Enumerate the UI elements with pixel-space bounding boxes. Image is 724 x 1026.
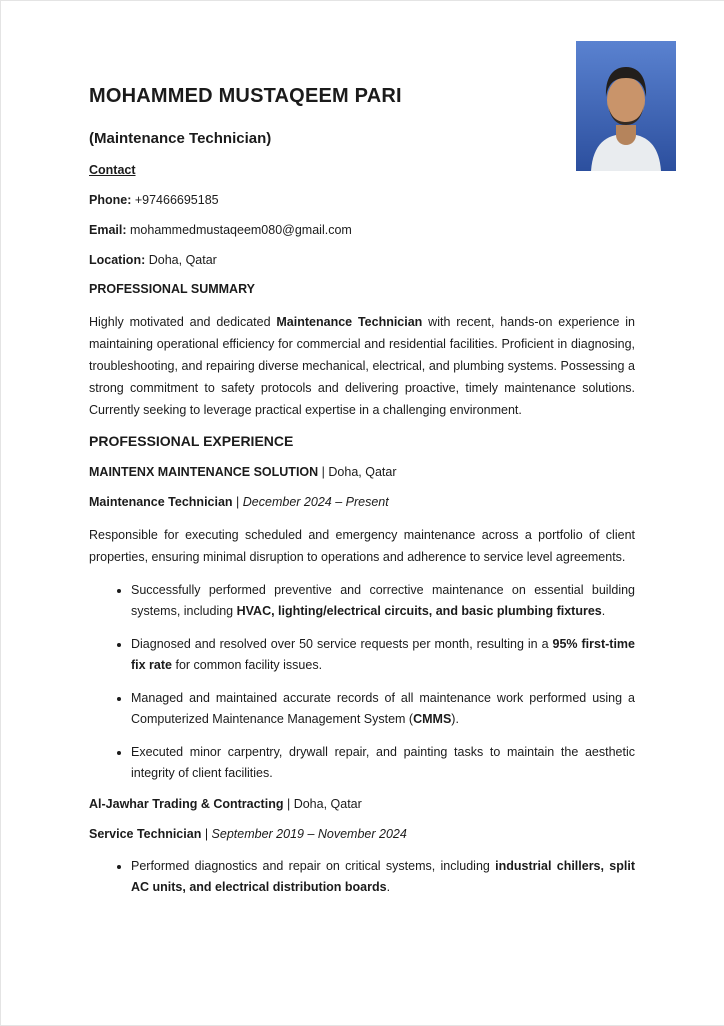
summary-bold-segment: Maintenance Technician — [276, 315, 423, 329]
separator: | — [286, 797, 291, 811]
phone-label: Phone: — [89, 193, 132, 207]
phone-value: +97466695185 — [134, 193, 219, 207]
bullet-bold: CMMS — [413, 712, 452, 726]
bullet-bold: 95% first-time fix rate — [131, 637, 635, 672]
bullet-item — [131, 742, 635, 784]
bullet-item — [131, 580, 635, 622]
experience-heading: PROFESSIONAL EXPERIENCE — [89, 433, 294, 449]
bullet-bold: HVAC, lighting/electrical circuits, and basic plumbing fixtures — [236, 604, 602, 618]
separator: | — [204, 827, 209, 841]
job-title-line — [89, 494, 635, 510]
profile-photo-image — [576, 41, 676, 171]
email-label: Email: — [89, 223, 127, 237]
candidate-name: MOHAMMED MUSTAQEEM PARI — [89, 85, 402, 107]
job-title: Service Technician — [89, 827, 202, 841]
bullet-item — [131, 634, 635, 676]
summary-paragraph — [89, 311, 635, 421]
bullet-text: . — [386, 880, 391, 894]
bullet-text: ). — [451, 712, 459, 726]
location-label: Location: — [89, 253, 146, 267]
contact-phone-line — [89, 192, 635, 208]
bullet-text: for common facility issues. — [172, 658, 323, 672]
bullet-text: Managed and maintained accurate records of all maintenance work performed using a Computerized Maintenance Management System ( — [131, 691, 635, 726]
company-location: Doha, Qatar — [293, 797, 362, 811]
bullet-text: Successfully performed preventive and corrective maintenance on essential building systems, including — [131, 583, 635, 618]
job-dates: December 2024 – Present — [242, 495, 389, 509]
company-name: MAINTENX MAINTENANCE SOLUTION — [89, 465, 319, 479]
location-value: Doha, Qatar — [148, 253, 217, 267]
summary-text-segment: Highly motivated and dedicated — [89, 315, 277, 329]
contact-location-line — [89, 252, 635, 268]
summary-text-segment: with recent, hands-on experience in maintaining operational efficiency for commercial and residential facilities. Proficient in diagnosing, troubleshooting, and repairing diverse mechanical, electrical, and plumbing systems. Possessing a strong commitment to safety protocols and delivering proactive, timely maintenance solutions. Currently seeking to leverage practical expertise in a challenging environment. — [89, 315, 636, 417]
contact-heading: Contact — [89, 163, 136, 177]
separator: | — [321, 465, 325, 479]
bullet-bold: industrial chillers, split AC units, and electrical distribution boards — [131, 859, 635, 894]
company-name: Al-Jawhar Trading & Contracting — [89, 797, 284, 811]
candidate-role: (Maintenance Technician) — [89, 130, 272, 147]
job-dates: September 2019 – November 2024 — [211, 827, 407, 841]
job-bullet-list — [89, 856, 635, 898]
bullet-item — [131, 856, 635, 898]
bullet-text: Performed diagnostics and repair on critical systems, including — [131, 859, 496, 873]
company-line — [89, 796, 635, 812]
contact-email-line — [89, 222, 635, 238]
company-location: Doha, Qatar — [328, 465, 397, 479]
bullet-text: Diagnosed and resolved over 50 service requests per month, resulting in a — [131, 637, 553, 651]
separator: | — [236, 495, 240, 509]
profile-photo — [576, 41, 676, 171]
summary-heading: PROFESSIONAL SUMMARY — [89, 282, 255, 296]
job-title: Maintenance Technician — [89, 495, 233, 509]
bullet-text: Executed minor carpentry, drywall repair, and painting tasks to maintain the aesthetic integrity of client facilities. — [131, 745, 635, 780]
job-description: Responsible for executing scheduled and emergency maintenance across a portfolio of client properties, ensuring minimal disruption to operations and adherence to service level agreements. — [89, 528, 635, 564]
bullet-item — [131, 688, 635, 730]
job-bullet-list — [89, 580, 635, 784]
bullet-text: . — [601, 604, 606, 618]
email-value: mohammedmustaqeem080@gmail.com — [130, 223, 352, 237]
job-title-line — [89, 826, 635, 842]
company-line — [89, 464, 635, 480]
